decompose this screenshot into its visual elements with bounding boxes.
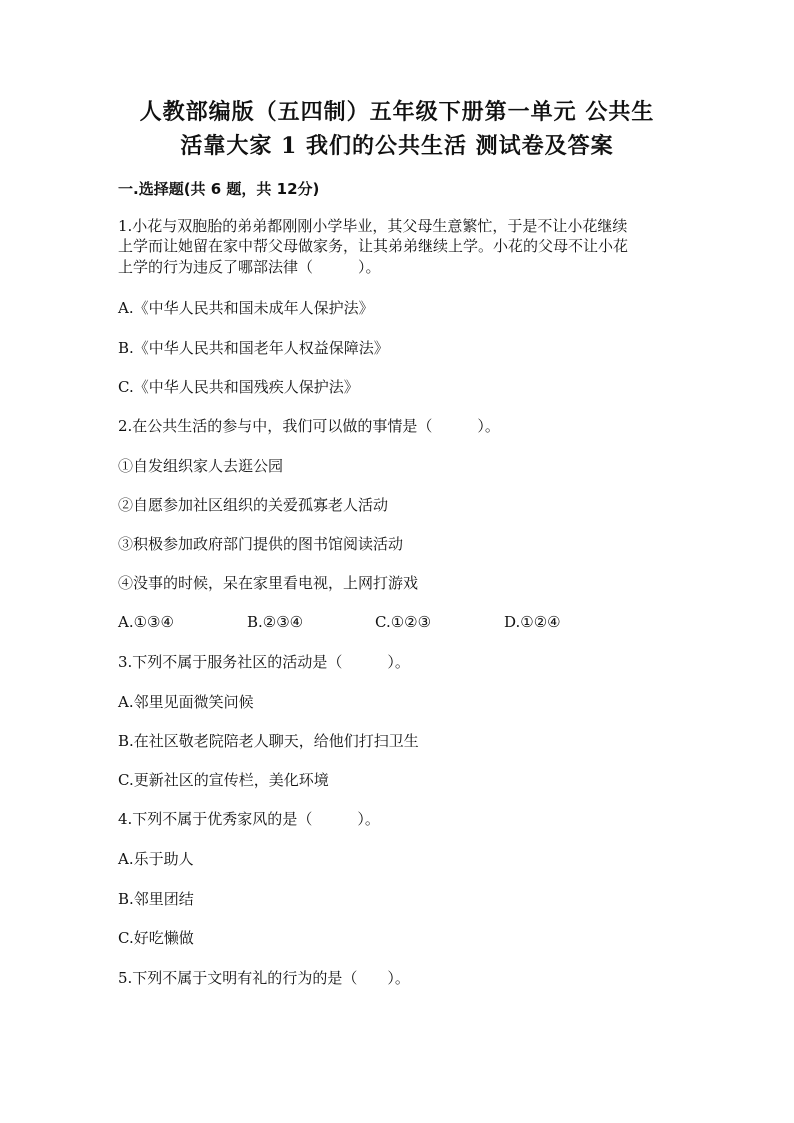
q4-option-c: C.好吃懒做 — [118, 929, 194, 947]
q3-stem: 3.下列不属于服务社区的活动是（ ）。 — [118, 653, 410, 671]
q5-stem: 5.下列不属于文明有礼的行为的是（ ）。 — [118, 969, 410, 987]
q3-option-a: A.邻里见面微笑问候 — [118, 693, 254, 711]
section-heading: 一.选择题(共 6 题，共 12分) — [118, 180, 320, 198]
q2-option-c: C.①②③ — [375, 613, 432, 631]
document-title-line-2: 活靠大家 1 我们的公共生活 测试卷及答案 — [180, 133, 614, 159]
q4-option-b: B.邻里团结 — [118, 890, 194, 908]
q2-item-2: ②自愿参加社区组织的关爱孤寡老人活动 — [118, 496, 389, 514]
q4-option-a: A.乐于助人 — [118, 850, 194, 868]
q1-option-c: C.《中华人民共和国残疾人保护法》 — [118, 378, 359, 396]
q3-option-b: B.在社区敬老院陪老人聊天，给他们打扫卫生 — [118, 732, 419, 750]
q1-option-a: A.《中华人民共和国未成年人保护法》 — [118, 299, 374, 317]
q3-option-c: C.更新社区的宣传栏，美化环境 — [118, 771, 329, 789]
q1-stem-line-3: 上学的行为违反了哪部法律（ ）。 — [118, 258, 381, 276]
q2-stem: 2.在公共生活的参与中，我们可以做的事情是（ ）。 — [118, 417, 500, 435]
q2-option-d: D.①②④ — [504, 613, 561, 631]
q1-option-b: B.《中华人民共和国老年人权益保障法》 — [118, 339, 389, 357]
q1-stem-line-1: 1.小花与双胞胎的弟弟都刚刚小学毕业，其父母生意繁忙，于是不让小花继续 — [118, 217, 628, 235]
q4-stem: 4.下列不属于优秀家风的是（ ）。 — [118, 810, 380, 828]
document-title-line-1: 人教部编版（五四制）五年级下册第一单元 公共生 — [139, 99, 655, 125]
q2-item-3: ③积极参加政府部门提供的图书馆阅读活动 — [118, 535, 404, 553]
q2-item-4: ④没事的时候，呆在家里看电视，上网打游戏 — [118, 574, 419, 592]
q1-stem-line-2: 上学而让她留在家中帮父母做家务，让其弟弟继续上学。小花的父母不让小花 — [118, 237, 629, 255]
q2-item-1: ①自发组织家人去逛公园 — [118, 457, 284, 475]
q2-option-b: B.②③④ — [247, 613, 304, 631]
q2-option-a: A.①③④ — [118, 613, 174, 631]
